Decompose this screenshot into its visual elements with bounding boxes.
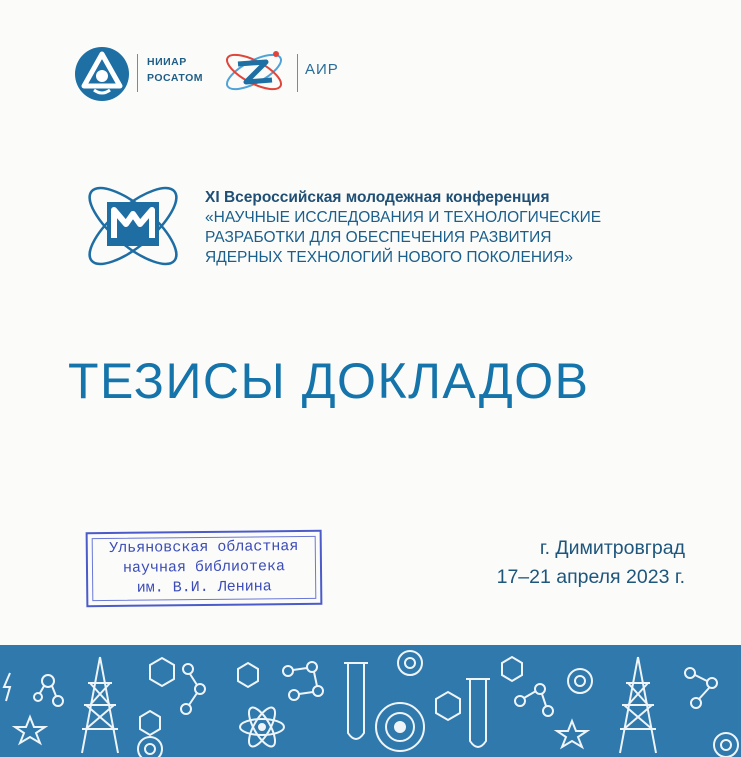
niiar-rosatom-label [137, 54, 203, 92]
rosatom-logo [74, 46, 130, 102]
conference-atom-logo [74, 168, 192, 284]
event-city: г. Димитровград [539, 537, 685, 559]
place-date-block [455, 534, 685, 592]
rosatom-label: РОСАТОМ [147, 72, 203, 84]
page-title: ТЕЗИСЫ ДОКЛАДОВ [68, 353, 590, 409]
conference-subtitle: XI Всероссийская молодежная конференция [205, 189, 550, 206]
conference-title-block [205, 188, 601, 268]
conference-title-line: «НАУЧНЫЕ ИССЛЕДОВАНИЯ И ТЕХНОЛОГИЧЕСКИЕ [205, 209, 602, 226]
stamp-line: научная библиотека [122, 558, 286, 577]
event-dates: 17–21 апреля 2023 г. [496, 566, 685, 588]
air-label: АИР [305, 61, 339, 78]
library-stamp [86, 530, 323, 607]
air-divider [297, 54, 298, 92]
stamp-line: им. В.И. Ленина [136, 578, 272, 597]
science-pattern-band [0, 645, 741, 757]
conference-title-line: РАЗРАБОТКИ ДЛЯ ОБЕСПЕЧЕНИЯ РАЗВИТИЯ [205, 229, 552, 246]
air-logo [216, 42, 298, 100]
conference-title-line: ЯДЕРНЫХ ТЕХНОЛОГИЙ НОВОГО ПОКОЛЕНИЯ» [205, 249, 573, 266]
stamp-line: Ульяновская областная [109, 538, 299, 557]
niiar-label: НИИАР [147, 56, 187, 68]
